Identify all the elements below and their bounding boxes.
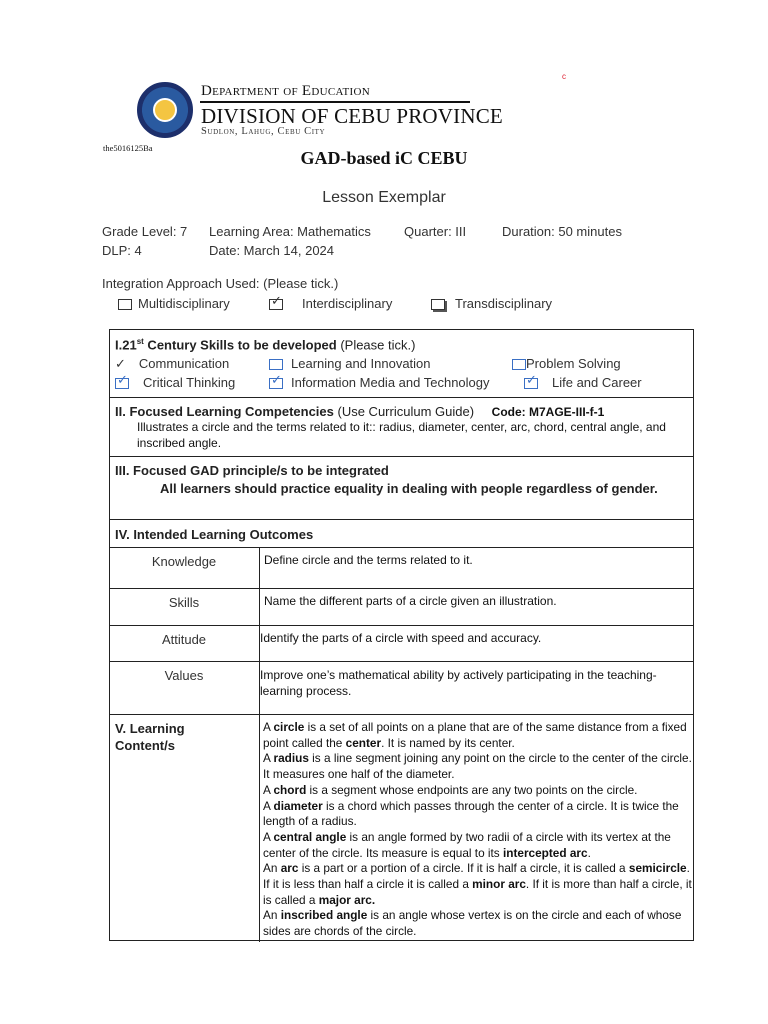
divider	[110, 625, 693, 626]
outcome-label-knowledge: Knowledge	[151, 554, 217, 569]
divider	[110, 397, 693, 398]
outcome-text-skills: Name the different parts of a circle given an illustration.	[264, 594, 557, 608]
defined-term: chord	[273, 782, 307, 797]
checkbox-life-and-career[interactable]	[524, 372, 538, 389]
section-learning-outcomes-heading: IV. Intended Learning Outcomes	[115, 527, 314, 542]
dlp-number: DLP: 4	[102, 243, 142, 258]
defined-term: radius	[273, 751, 309, 766]
divider	[110, 519, 693, 520]
checkbox-information-media[interactable]	[269, 372, 283, 389]
defined-term: intercepted arc	[502, 845, 588, 860]
checkmark-icon: ✓	[526, 372, 537, 388]
checkbox-problem-solving[interactable]	[512, 359, 526, 370]
document-title: GAD-based iC CEBU	[300, 148, 468, 168]
definition-paragraph: An inscribed angle is an angle whose vertex is on the circle and each of whose sides are chords of the circle.	[263, 908, 682, 939]
document-subtitle: Lesson Exemplar	[322, 189, 446, 206]
quarter: Quarter: III	[404, 224, 467, 239]
defined-term: minor arc	[472, 877, 526, 892]
lesson-table	[109, 329, 694, 941]
header-divider	[200, 101, 470, 103]
checkbox-transdisciplinary[interactable]	[431, 299, 445, 310]
skill-life-and-career[interactable]: ✓ Life and Career	[526, 372, 642, 390]
definition-paragraph: A central angle is an angle formed by two radii of a circle with its vertex at the center of the circle. Its measure is equal to its intercepted arc.	[263, 829, 671, 860]
divider	[110, 547, 693, 548]
division-name: DIVISION OF CEBU PROVINCE	[201, 104, 503, 128]
defined-term: center	[345, 735, 382, 750]
outcome-text-values: Improve one’s mathematical ability by actively participating in the teaching-learning process.	[260, 668, 657, 698]
deped-seal-logo	[137, 82, 193, 138]
skill-learning-and-innovation[interactable]: Learning and Innovation	[269, 356, 431, 371]
section-21st-century-skills-heading: I.21st Century Skills to be developed (Please tick.)	[115, 337, 416, 353]
skill-critical-thinking[interactable]: ✓ Critical Thinking	[117, 372, 236, 390]
checkmark-icon: ✓	[271, 372, 282, 388]
option-label: Interdisciplinary	[302, 296, 393, 311]
skill-problem-solving[interactable]: Problem Solving	[512, 356, 621, 371]
section-learning-content-heading: V. Learning Content/s	[115, 721, 185, 753]
divider	[110, 456, 693, 457]
code-label: Code:	[491, 405, 526, 419]
option-multidisciplinary[interactable]	[118, 296, 230, 311]
definition-paragraph: A radius is a line segment joining any point on the circle to the center of the circle. It measures one half of the diameter.	[263, 751, 692, 782]
corner-mark: c	[562, 72, 566, 81]
outcome-text-knowledge: Define circle and the terms related to it.	[264, 553, 473, 567]
definition-paragraph: A circle is a set of all points on a plane that are of the same distance from a fixed point called the center. It is named by its center.	[263, 720, 687, 750]
learning-area: Learning Area: Mathematics	[209, 224, 371, 239]
definition-paragraph: A chord is a segment whose endpoints are any two points on the circle.	[263, 782, 638, 797]
defined-term: diameter	[273, 798, 323, 813]
defined-term: arc	[280, 861, 299, 876]
lesson-date: Date: March 14, 2024	[209, 243, 335, 258]
section-gad-principle-heading: III. Focused GAD principle/s to be integrated	[115, 463, 389, 478]
checkbox-interdisciplinary[interactable]	[269, 293, 283, 310]
defined-term: major arc.	[318, 892, 376, 907]
grade-level: Grade Level: 7	[102, 224, 188, 239]
defined-term: central angle	[273, 829, 347, 844]
definition-paragraph: An arc is a part or a portion of a circle. If it is half a circle, it is called a semicircle. If it is less than half a circle it is called a minor arc. If it is more than half a circle, it is called a major arc.	[263, 861, 692, 907]
competency-text: Illustrates a circle and the terms related to it:: radius, diameter, center, arc, chord, central angle, and inscribed angle.	[137, 420, 666, 450]
option-interdisciplinary[interactable]	[269, 293, 393, 311]
checkmark-icon: ✓	[271, 293, 282, 309]
defined-term: semicircle	[628, 861, 687, 876]
divider	[110, 588, 693, 589]
code-value: M7AGE-III-f-1	[525, 405, 605, 419]
skill-information-media-technology[interactable]: ✓ Information Media and Technology	[271, 372, 490, 390]
option-label: Transdisciplinary	[455, 296, 553, 311]
section-learning-competencies-heading: II. Focused Learning Competencies (Use Curriculum Guide) Code: M7AGE-III-f-1	[115, 404, 605, 419]
outcome-label-values: Values	[164, 668, 204, 683]
outcome-label-attitude: Attitude	[161, 632, 207, 647]
duration: Duration: 50 minutes	[502, 224, 622, 239]
outcome-text-attitude: Identify the parts of a circle with speed and accuracy.	[260, 631, 542, 645]
defined-term: circle	[273, 720, 305, 734]
outcome-label-skills: Skills	[168, 595, 200, 610]
document-code: the5016125Ba	[103, 143, 153, 153]
divider	[110, 661, 693, 662]
division-address: Sudlon, Lahug, Cebu City	[201, 126, 326, 137]
column-divider	[259, 547, 260, 942]
skill-communication[interactable]: ✓ Communication	[115, 356, 230, 371]
defined-term: inscribed angle	[280, 908, 368, 923]
department-name: Department of Education	[201, 83, 371, 99]
checkbox-critical-thinking[interactable]	[115, 372, 129, 389]
checkmark-icon: ✓	[117, 372, 128, 388]
gad-principle-text: All learners should practice equality in dealing with people regardless of gender.	[160, 481, 658, 496]
divider	[110, 714, 693, 715]
checkmark-icon: ✓	[115, 356, 126, 371]
integration-label: Integration Approach Used: (Please tick.)	[102, 276, 339, 291]
checkbox-learning-innovation[interactable]	[269, 359, 283, 370]
checkbox-multidisciplinary[interactable]	[118, 299, 132, 310]
option-label: Multidisciplinary	[138, 296, 230, 311]
learning-content-text	[263, 720, 693, 940]
definition-paragraph: A diameter is a chord which passes through the center of a circle. It is twice the length of a radius.	[263, 798, 679, 829]
option-transdisciplinary[interactable]	[431, 296, 552, 311]
